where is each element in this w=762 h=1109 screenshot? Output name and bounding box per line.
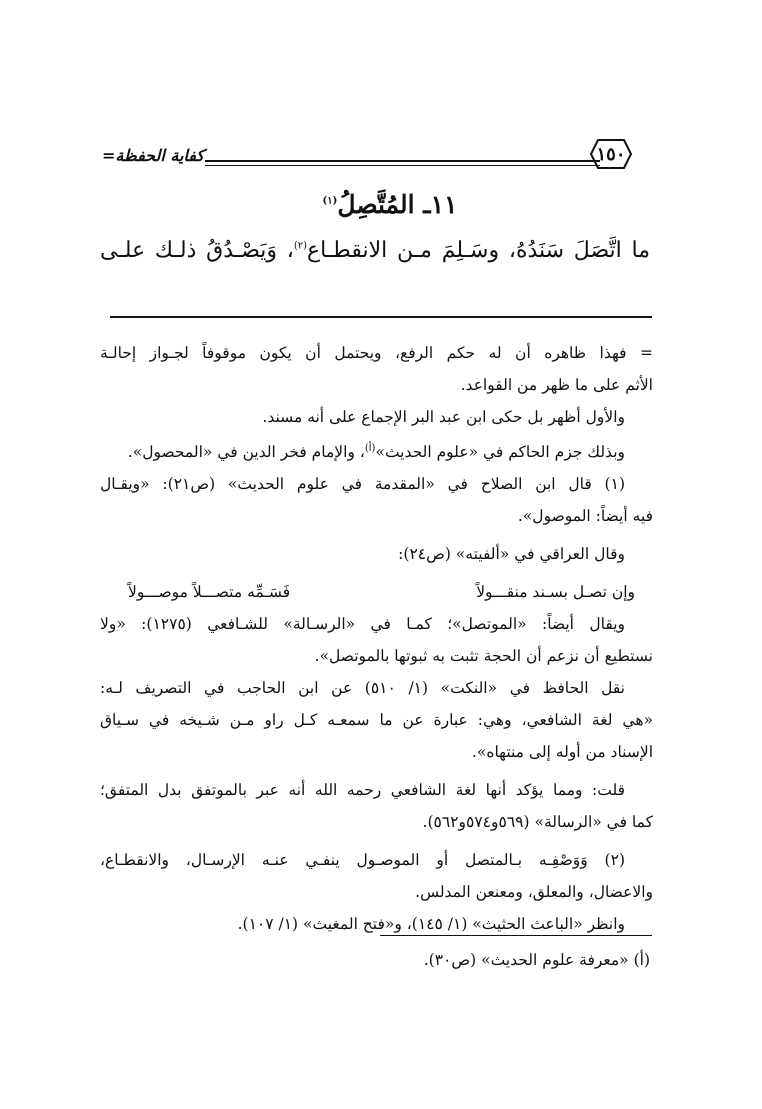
footnote-1-start: (١) قال ابن الصلاح في «المقدمة في علوم الحديث» (ص٢١): «ويقـال — [100, 475, 625, 494]
footnote-separator — [110, 316, 652, 318]
main-definition-text — [100, 238, 650, 263]
main-text-part-a: ما اتَّصَلَ سَنَدُهُ، وسَـلِمَ مـن الانقطـاع — [307, 238, 650, 263]
header-rule — [205, 160, 600, 162]
footnote-ref: (أ) — [364, 443, 376, 454]
footnote-line: نقل الحافظ في «النكت» (١/ ٥١٠) عن ابن الحاجب في التصريف لـه: — [100, 679, 625, 698]
verse-second-hemistich: فَسَـمِّه متصـــلاً موصـــولاً — [128, 583, 291, 602]
footnote-line: ويقال أيضاً: «الموتصل»؛ كمـا في «الرسـالة» للشـافعي (١٢٧٥): «ولا — [100, 615, 625, 634]
main-footnote-ref: (٢) — [293, 240, 308, 252]
section-heading-footnote-ref: (١) — [322, 195, 338, 207]
footnote-line: قلت: ومما يؤكد أنها لغة الشافعي رحمه الله أنه عبر بالموتفق بدل المتفق؛ — [100, 781, 625, 800]
footnote-line: والاعضال، والمعلق، ومعنعن المدلس. — [415, 883, 653, 902]
footnote-line: وانظر «الباعث الحثيث» (١/ ١٤٥)، و«فتح المغيث» (١/ ١٠٧). — [237, 915, 625, 934]
section-heading-text: ١١ـ المُتَّصِلُ — [337, 190, 458, 219]
header-mark: = — [102, 146, 116, 165]
footnote-line: = فهذا ظاهره أن له حكم الرفع، ويحتمل أن يكون موقوفاً لجـواز إحالـة — [100, 344, 653, 362]
main-text-part-b: ، وَيَصْـدُقُ ذلـك علـى — [100, 238, 294, 263]
page-number: ١٥٠ — [596, 143, 626, 165]
editor-footnote-rule — [380, 935, 652, 936]
footnote-line: وقال العراقي في «ألفيته» (ص٢٤): — [398, 545, 625, 564]
footnote-line: والأول أظهر بل حكى ابن عبد البر الإجماع على أنه مسند. — [262, 408, 625, 426]
footnote-text: ، والإمام فخر الدين في «المحصول». — [127, 443, 365, 462]
verse-first-hemistich: وإن تصـل بسـند منقـــولاً — [476, 583, 635, 602]
footnote-line: فيه أيضاً: الموصول». — [517, 507, 653, 526]
footnote-2-start: (٢) وَوَصْفِـه بـالمتصل أو الموصـول ينفـي عنـه الإرسـال، والانقطـاع، — [100, 851, 625, 870]
footnote-line: «هي لغة الشافعي، وهي: عبارة عن ما سمعـه كـل راو مـن شـيخه في سـياق — [100, 711, 653, 730]
footnotes — [100, 337, 653, 940]
running-header-title: كفاية الحفظة — [115, 146, 204, 165]
footnote-line: الأثم على ما ظهر من القواعد. — [460, 376, 653, 394]
poetry-verse — [100, 576, 653, 608]
footnote-text: وبذلك جزم الحاكم في «علوم الحديث» — [375, 443, 625, 462]
editor-footnote: (أ) «معرفة علوم الحديث» (ص٣٠). — [423, 951, 650, 969]
footnote-line: كما في «الرسالة» (٥٦٩و٥٧٤و٥٦٢). — [422, 813, 653, 832]
section-heading — [240, 190, 540, 219]
header-rule-thin — [205, 165, 600, 166]
footnote-line: الإسناد من أوله إلى منتهاه». — [471, 743, 653, 762]
footnote-line: نستطيع أن نزعم أن الحجة تثبت به ثبوتها بالموتصل». — [314, 647, 653, 666]
footnote-line — [100, 433, 653, 468]
